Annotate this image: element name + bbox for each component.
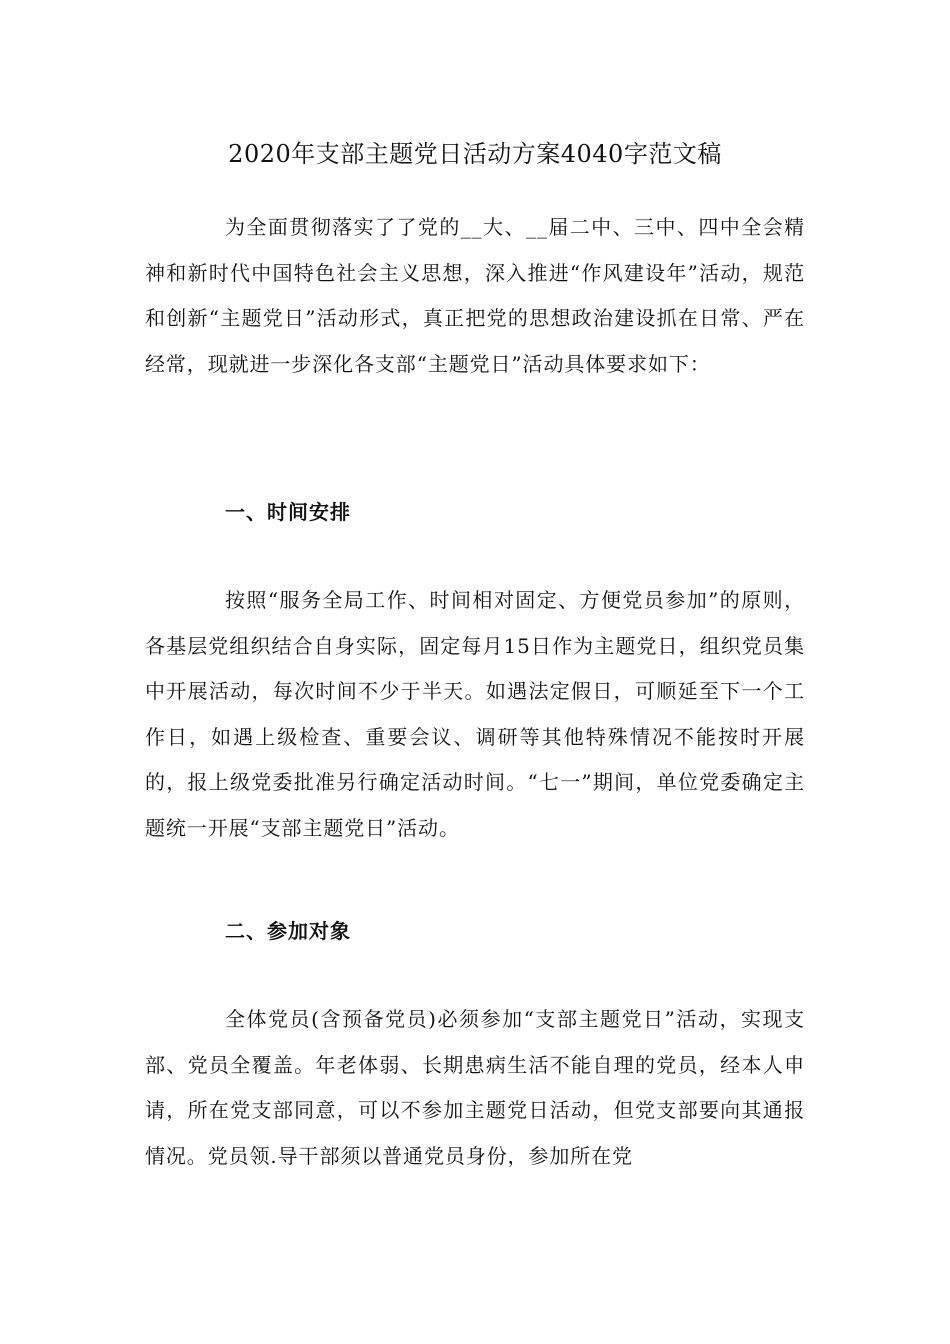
section-body-schedule: 按照“服务全局工作、时间相对固定、方便党员参加”的原则，各基层党组织结合自身实际，固定每月15日作为主题党日，组织党员集中开展活动，每次时间不少于半天。如遇法定假日，可顺延至下一个工作日，如遇上级检查、重要会议、调研等其他特殊情况不能按时开展的，报上级党委批准另行确定活动时间。“七一”期间，单位党委确定主题统一开展“支部主题党日”活动。 <box>145 588 805 840</box>
section-heading-schedule: 一、时间安排 <box>225 500 351 524</box>
section-heading-participants: 二、参加对象 <box>225 919 351 943</box>
document-title: 2020年支部主题党日活动方案4040字范文稿 <box>228 140 722 168</box>
section-body-participants: 全体党员(含预备党员)必须参加“支部主题党日”活动，实现支部、党员全覆盖。年老体弱、长期患病生活不能自理的党员，经本人申请，所在党支部同意，可以不参加主题党日活动，但党支部要向其通报情况。党员领.导干部须以普通党员身份，参加所在党 <box>145 1007 805 1168</box>
intro-paragraph: 为全面贯彻落实了了党的__大、__届二中、三中、四中全会精神和新时代中国特色社会主义思想，深入推进“作风建设年”活动，规范和创新“主题党日”活动形式，真正把党的思想政治建设抓在日常、严在经常，现就进一步深化各支部“主题党日”活动具体要求如下： <box>145 215 805 376</box>
